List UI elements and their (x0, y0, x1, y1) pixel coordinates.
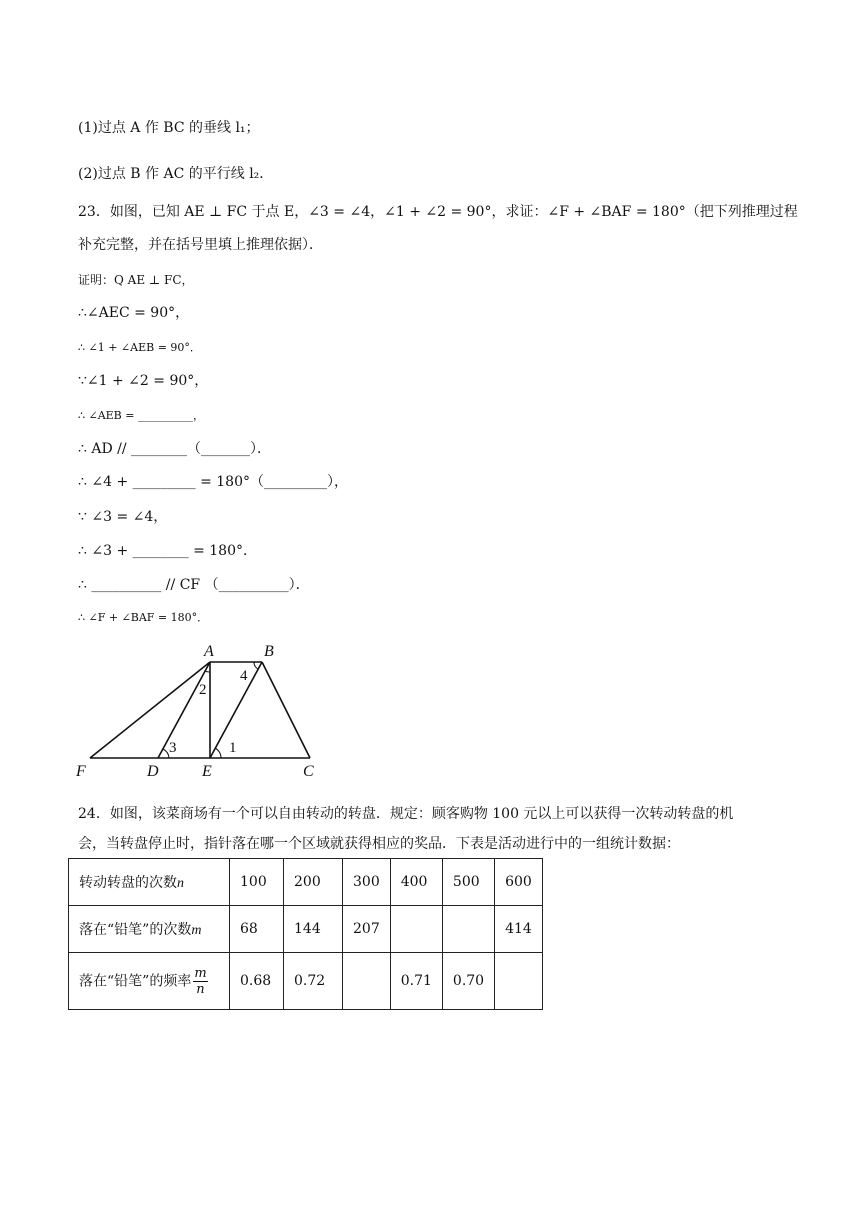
label-angle-4: 4 (240, 668, 248, 684)
label-F: F (76, 763, 86, 780)
table-row (69, 953, 543, 1010)
table-cell: 0.72 (284, 953, 343, 1010)
label-angle-3: 3 (169, 740, 177, 756)
table-cell: 414 (495, 906, 543, 953)
proof-step-1: 证明：Q AE ⊥ FC， (78, 273, 194, 287)
label-B: B (264, 643, 274, 660)
row-header-spins: 转动转盘的次数n (69, 859, 230, 906)
question-24-line-1: 24．如图，该菜商场有一个可以自由转动的转盘．规定：顾客购物 100 元以上可以获得一次转动转盘的机 (78, 806, 734, 822)
geometry-figure (70, 638, 340, 783)
table-cell (495, 953, 543, 1010)
table-cell (390, 906, 442, 953)
arc-angle-4 (254, 662, 258, 669)
table-cell: 100 (230, 859, 284, 906)
question-24-line-2: 会，当转盘停止时，指针落在哪一个区域就获得相应的奖品．下表是活动进行中的一组统计数据： (78, 836, 680, 852)
proof-step-8: ∵ ∠3 = ∠4， (78, 509, 168, 525)
fraction-m-over-n: $\frac{m}{n}$ (194, 965, 207, 997)
proof-step-9: ∴ ∠3 + ________ = 180°． (78, 543, 257, 559)
table-cell (343, 953, 391, 1010)
proof-step-7: ∴ ∠4 + _________ = 180°（_________）， (78, 474, 348, 490)
table-row (69, 859, 543, 906)
label-angle-2: 2 (199, 682, 207, 698)
segment-AD (158, 662, 210, 758)
table-row (69, 906, 543, 953)
proof-step-11: ∴ ∠F + ∠BAF = 180°． (78, 611, 209, 624)
proof-step-2: ∴∠AEC = 90°， (78, 305, 190, 321)
proof-step-5: ∴ ∠AEB = __________， (78, 409, 204, 422)
table-cell: 207 (343, 906, 391, 953)
segment-BC (262, 662, 310, 758)
table-cell: 68 (230, 906, 284, 953)
table-cell: 200 (284, 859, 343, 906)
question-23-line-2: 补充完整，并在括号里填上推理依据）． (78, 237, 323, 253)
segment-AF (90, 662, 210, 758)
table-cell: 0.68 (230, 953, 284, 1010)
table-cell: 500 (442, 859, 494, 906)
proof-step-4: ∵∠1 + ∠2 = 90°， (78, 373, 209, 389)
label-D: D (147, 763, 159, 780)
task-1: (1)过点 A 作 BC 的垂线 l₁； (78, 120, 260, 136)
table-cell: 144 (284, 906, 343, 953)
figure-lines (90, 662, 310, 758)
table-cell: 0.71 (390, 953, 442, 1010)
label-E: E (202, 763, 212, 780)
label-A: A (204, 643, 214, 660)
proof-step-6: ∴ AD // ________（_______）． (78, 441, 272, 457)
proof-step-10: ∴ __________ // CF （__________）． (78, 577, 310, 593)
table-cell: 400 (390, 859, 442, 906)
label-angle-1: 1 (229, 740, 237, 756)
table-cell (442, 906, 494, 953)
row-header-pencil-count: 落在“铅笔”的次数m (69, 906, 230, 953)
table-cell: 300 (343, 859, 391, 906)
table-cell: 600 (495, 859, 543, 906)
row-header-pencil-frequency: 落在“铅笔”的频率 $\frac{m}{n}$ (69, 953, 230, 1010)
label-C: C (303, 763, 314, 780)
question-23-line-1: 23．如图，已知 AE ⊥ FC 于点 E，∠3 = ∠4，∠1 + ∠2 = 90°，求证：∠F + ∠BAF = 180°（把下列推理过程 (78, 204, 798, 220)
task-2: (2)过点 B 作 AC 的平行线 l₂． (78, 166, 274, 182)
table-cell: 0.70 (442, 953, 494, 1010)
arc-angle-1 (215, 748, 221, 758)
proof-step-3: ∴ ∠1 + ∠AEB = 90°． (78, 341, 201, 354)
statistics-table (68, 858, 543, 1010)
